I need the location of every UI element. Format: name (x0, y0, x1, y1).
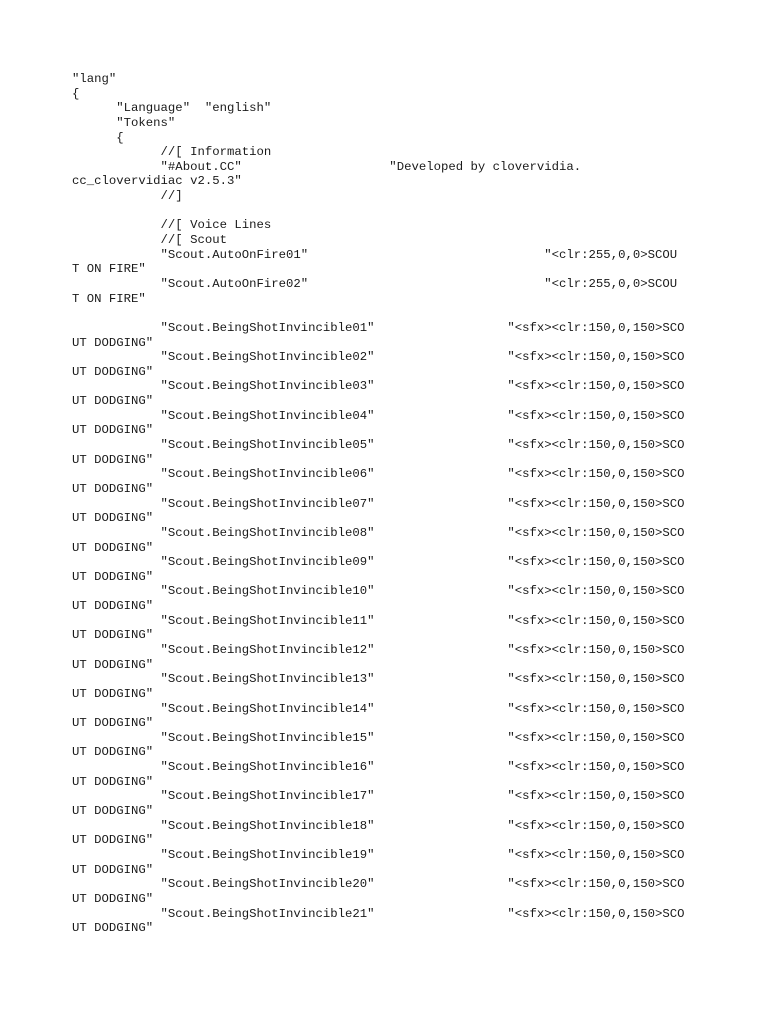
text-line: UT DODGING" (72, 540, 154, 555)
text-line: "Scout.BeingShotInvincible01" "<sfx><clr:150,0,150>SCO (72, 320, 685, 335)
text-line: "Scout.BeingShotInvincible13" "<sfx><clr:150,0,150>SCO (72, 672, 685, 687)
text-line: "Language" "english" (72, 101, 272, 116)
text-line: UT DODGING" (72, 569, 154, 584)
text-line: "Scout.BeingShotInvincible03" "<sfx><clr:150,0,150>SCO (72, 379, 685, 394)
text-line: UT DODGING" (72, 745, 154, 760)
text-line: UT DODGING" (72, 364, 154, 379)
text-line: "lang" (72, 72, 117, 86)
text-line: UT DODGING" (72, 628, 154, 643)
text-line: //[ Voice Lines (72, 218, 272, 233)
text-line: "Scout.BeingShotInvincible07" "<sfx><clr:150,0,150>SCO (72, 496, 685, 511)
document-text (72, 72, 685, 936)
text-line: "Tokens" (72, 115, 176, 130)
text-line: T ON FIRE" (72, 262, 146, 277)
text-line: //[ Scout (72, 233, 227, 248)
text-line: //[ Information (72, 145, 272, 160)
blank-line (72, 204, 685, 219)
text-line: UT DODGING" (72, 862, 154, 877)
text-line: T ON FIRE" (72, 291, 146, 306)
text-line: "Scout.AutoOnFire02" "<clr:255,0,0>SCOU (72, 276, 678, 291)
text-line: UT DODGING" (72, 511, 154, 526)
text-line: "Scout.BeingShotInvincible21" "<sfx><clr:150,0,150>SCO (72, 906, 685, 921)
text-line: UT DODGING" (72, 481, 154, 496)
text-line: UT DODGING" (72, 423, 154, 438)
text-line: UT DODGING" (72, 774, 154, 789)
text-line: "Scout.BeingShotInvincible15" "<sfx><clr:150,0,150>SCO (72, 730, 685, 745)
text-line: "Scout.BeingShotInvincible05" "<sfx><clr:150,0,150>SCO (72, 438, 685, 453)
text-line: "Scout.BeingShotInvincible16" "<sfx><clr:150,0,150>SCO (72, 760, 685, 775)
text-line: UT DODGING" (72, 599, 154, 614)
text-line: UT DODGING" (72, 804, 154, 819)
text-line: "#About.CC" "Developed by clovervidia. (72, 159, 582, 174)
text-line: { (72, 130, 124, 145)
text-line: "Scout.BeingShotInvincible02" "<sfx><clr:150,0,150>SCO (72, 350, 685, 365)
text-line: "Scout.BeingShotInvincible18" "<sfx><clr:150,0,150>SCO (72, 818, 685, 833)
text-line: UT DODGING" (72, 891, 154, 906)
text-line: "Scout.BeingShotInvincible14" "<sfx><clr:150,0,150>SCO (72, 701, 685, 716)
text-line: "Scout.BeingShotInvincible09" "<sfx><clr:150,0,150>SCO (72, 555, 685, 570)
text-line: "Scout.BeingShotInvincible19" "<sfx><clr:150,0,150>SCO (72, 847, 685, 862)
text-line: UT DODGING" (72, 657, 154, 672)
text-line: UT DODGING" (72, 335, 154, 350)
text-line: "Scout.BeingShotInvincible17" "<sfx><clr:150,0,150>SCO (72, 789, 685, 804)
text-line: "Scout.BeingShotInvincible11" "<sfx><clr:150,0,150>SCO (72, 613, 685, 628)
text-line: "Scout.BeingShotInvincible08" "<sfx><clr:150,0,150>SCO (72, 525, 685, 540)
text-line: cc_clovervidiac v2.5.3" (72, 174, 242, 189)
text-line: "Scout.BeingShotInvincible12" "<sfx><clr:150,0,150>SCO (72, 642, 685, 657)
text-line: UT DODGING" (72, 921, 154, 936)
text-line: "Scout.BeingShotInvincible20" "<sfx><clr:150,0,150>SCO (72, 877, 685, 892)
text-line: UT DODGING" (72, 686, 154, 701)
text-line: UT DODGING" (72, 716, 154, 731)
blank-line (72, 306, 685, 321)
text-line: "Scout.BeingShotInvincible10" "<sfx><clr:150,0,150>SCO (72, 584, 685, 599)
text-line: UT DODGING" (72, 833, 154, 848)
text-line: { (72, 86, 80, 101)
text-line: //] (72, 189, 183, 204)
text-line: "Scout.BeingShotInvincible06" "<sfx><clr:150,0,150>SCO (72, 467, 685, 482)
text-line: UT DODGING" (72, 394, 154, 409)
text-line: "Scout.AutoOnFire01" "<clr:255,0,0>SCOU (72, 247, 678, 262)
text-line: UT DODGING" (72, 452, 154, 467)
text-line: "Scout.BeingShotInvincible04" "<sfx><clr:150,0,150>SCO (72, 408, 685, 423)
